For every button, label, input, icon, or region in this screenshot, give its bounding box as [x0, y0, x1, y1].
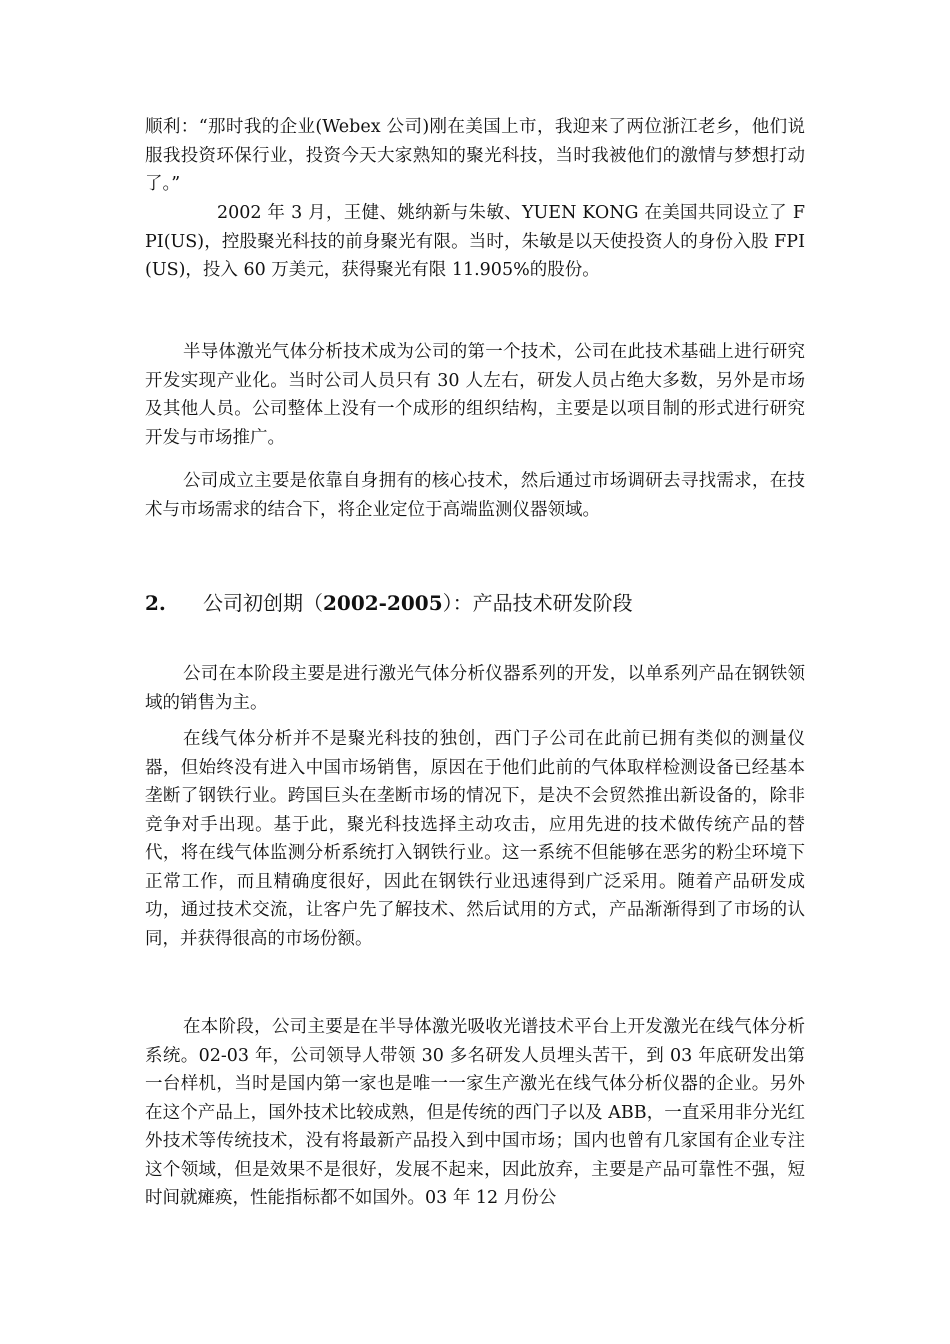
paragraph-development: 在本阶段，公司主要是在半导体激光吸收光谱技术平台上开发激光在线气体分析系统。02-03 年，公司领导人带领 30 多名研发人员埋头苦干，到 03 年底研发出第一台样机，当时是国内第一家也是唯一一家生产激光在线气体分析仪器的企业。另外在这个产品上，国外技术比较成熟，但是传统的西门子以及 ABB，一直采用非分光红外技术等传统技术，没有将最新产品投入到中国市场；国内也曾有几家国有企业专注这个领域，但是效果不是很好，发展不起来，因此放弃，主要是产品可靠性不强，短时间就瘫痪，性能指标都不如国外。03 年 12 月份公 [145, 1017, 805, 1208]
paragraph-founding: 2002 年 3 月，王健、姚纳新与朱敏、YUEN KONG 在美国共同设立了 FPI(US)，控股聚光科技的前身聚光有限。当时，朱敏是以天使投资人的身份入股 FPI(US)，投入 60 万美元，获得聚光有限 11.905%的股份。 [145, 203, 805, 280]
paragraph-stage-overview: 公司在本阶段主要是进行激光气体分析仪器系列的开发，以单系列产品在钢铁领域的销售为主。 [145, 664, 805, 713]
paragraph-online-gas-analysis: 在线气体分析并不是聚光科技的独创，西门子公司在此前已拥有类似的测量仪器，但始终没有进入中国市场销售，原因在于他们此前的气体取样检测设备已经基本垄断了钢铁行业。跨国巨头在垄断市场的情况下，是决不会贸然推出新设备的，除非竞争对手出现。基于此，聚光科技选择主动攻击，应用先进的技术做传统产品的替代，将在线气体监测分析系统打入钢铁行业。这一系统不但能够在恶劣的粉尘环境下正常工作，而且精确度很好，因此在钢铁行业迅速得到广泛采用。随着产品研发成功，通过技术交流，让客户先了解技术、然后试用的方式，产品渐渐得到了市场的认同，并获得很高的市场份额。 [145, 729, 805, 949]
section-number: 2. [145, 591, 166, 615]
paragraph-quote: 顺利：“那时我的企业(Webex 公司)刚在美国上市，我迎来了两位浙江老乡，他们说服我投资环保行业，投资今天大家熟知的聚光科技，当时我被他们的激情与梦想打动了。” [145, 117, 805, 194]
section-heading [145, 588, 805, 618]
section-title-start: 公司初创期（ [203, 591, 323, 615]
paragraph-first-technology: 半导体激光气体分析技术成为公司的第一个技术，公司在此技术基础上进行研究开发实现产业化。当时公司人员只有 30 人左右，研发人员占绝大多数，另外是市场及其他人员。公司整体上没有一个成形的组织结构，主要是以项目制的形式进行研究开发与市场推广。 [145, 342, 805, 448]
paragraph-positioning: 公司成立主要是依靠自身拥有的核心技术，然后通过市场调研去寻找需求，在技术与市场需求的结合下，将企业定位于高端监测仪器领域。 [145, 471, 805, 520]
section-title-end: ）：产品技术研发阶段 [442, 591, 633, 615]
section-title-years: 2002-2005 [323, 591, 443, 615]
